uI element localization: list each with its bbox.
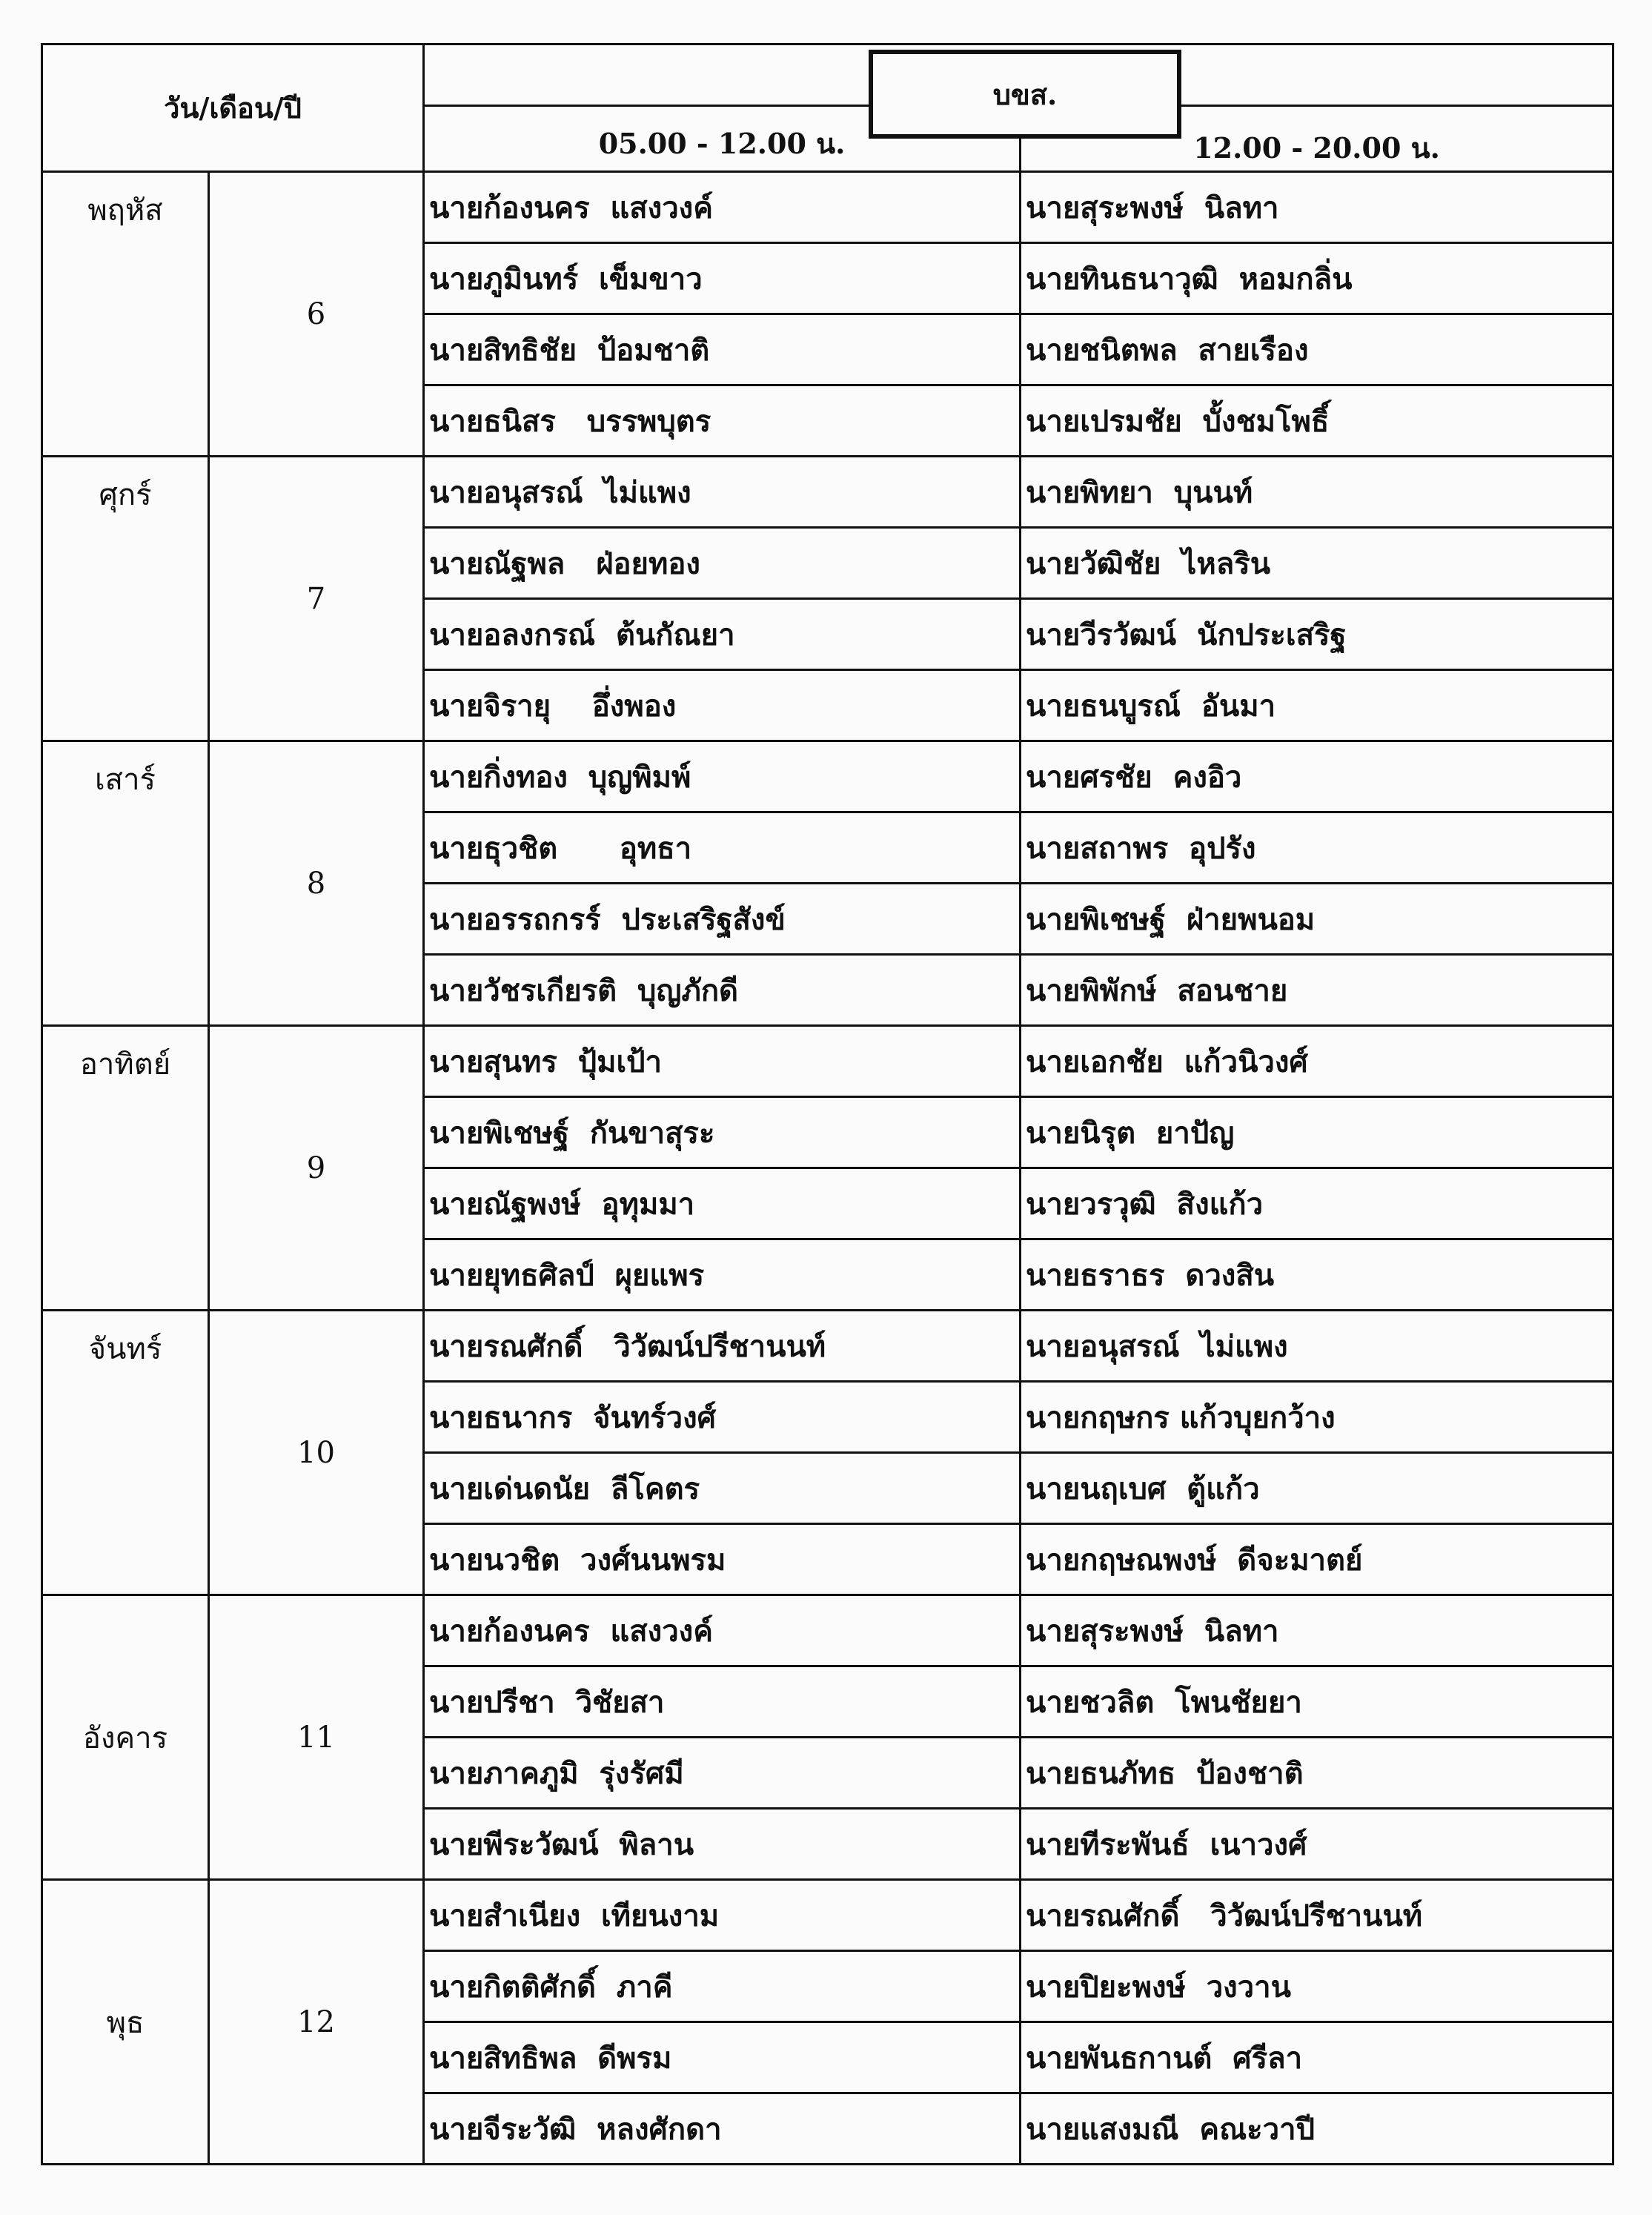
shift2-staff-name: นายสุระพงษ์ นิลทา [1021,1595,1613,1666]
day-name: ศุกร์ [42,457,209,741]
date-number: 6 [209,172,424,457]
shift2-staff-name: นายศรชัย คงอิว [1021,741,1613,812]
shift1-staff-name: นายกิตติศักดิ์ ภาคี [424,1951,1021,2022]
shift2-staff-name: นายวีรวัฒน์ นักประเสริฐ [1021,599,1613,670]
table-row [42,1880,1613,1951]
shift2-staff-name: นายพันธกานต์ ศรีลา [1021,2022,1613,2093]
shift1-staff-name: นายอลงกรณ์ ต้นกัณยา [424,599,1021,670]
group-label-box: บขส. [869,50,1181,139]
shift2-staff-name: นายนฤเบศ ตู้แก้ว [1021,1453,1613,1524]
day-name: อาทิตย์ [42,1026,209,1311]
shift1-staff-name: นายณัฐพล ฝ่อยทอง [424,528,1021,599]
shift2-staff-name: นายรณศักดิ์ วิวัฒน์ปรีชานนท์ [1021,1880,1613,1951]
shift1-staff-name: นายวัชรเกียรติ บุญภักดี [424,955,1021,1026]
shift2-header: 12.00 - 20.00 น. [1021,106,1613,172]
shift1-staff-name: นายรณศักดิ์ วิวัฒน์ปรีชานนท์ [424,1311,1021,1382]
shift2-staff-name: นายธนภัทธ ป้องชาติ [1021,1738,1613,1809]
shift2-staff-name: นายธนบูรณ์ อันมา [1021,670,1613,741]
shift2-staff-name: นายธราธร ดวงสิน [1021,1239,1613,1311]
shift1-staff-name: นายกิ่งทอง บุญพิมพ์ [424,741,1021,812]
shift1-staff-name: นายอนุสรณ์ ไม่แพง [424,457,1021,528]
shift2-staff-name: นายแสงมณี คณะวาปี [1021,2093,1613,2165]
shift1-staff-name: นายสิทธิชัย ป้อมชาติ [424,314,1021,385]
table-row [42,1311,1613,1382]
shift2-staff-name: นายพิเชษฐ์ ฝ่ายพนอม [1021,884,1613,955]
shift2-staff-name: นายทีระพันธ์ เนาวงศ์ [1021,1809,1613,1880]
date-number: 12 [209,1880,424,2165]
shift1-staff-name: นายภาคภูมิ รุ่งรัศมี [424,1738,1021,1809]
shift1-header: 05.00 - 12.00 น. [424,106,1021,172]
shift1-staff-name: นายธุวชิต อุทธา [424,812,1021,884]
table-row [42,1595,1613,1666]
day-name: จันทร์ [42,1311,209,1595]
shift2-staff-name: นายปิยะพงษ์ วงวาน [1021,1951,1613,2022]
shift2-staff-name: นายเอกชัย แก้วนิวงศ์ [1021,1026,1613,1097]
shift1-staff-name: นายสิทธิพล ดีพรม [424,2022,1021,2093]
shift1-staff-name: นายยุทธศิลป์ ผุยแพร [424,1239,1021,1311]
shift2-staff-name: นายอนุสรณ์ ไม่แพง [1021,1311,1613,1382]
shift2-staff-name: นายกฤษณพงษ์ ดีจะมาตย์ [1021,1524,1613,1595]
shift1-staff-name: นายนวชิต วงศ์นนพรม [424,1524,1021,1595]
shift2-staff-name: นายชวลิต โพนชัยยา [1021,1666,1613,1738]
table-row [42,741,1613,812]
shift1-staff-name: นายอรรถกรร์ ประเสริฐสังข์ [424,884,1021,955]
shift2-staff-name: นายกฤษกร แก้วบุยกว้าง [1021,1382,1613,1453]
shift2-staff-name: นายทินธนาวุฒิ หอมกลิ่น [1021,243,1613,314]
shift1-staff-name: นายภูมินทร์ เข็มขาว [424,243,1021,314]
shift1-staff-name: นายธนิสร บรรพบุตร [424,385,1021,457]
date-column-header: วัน/เดือน/ปี [42,44,424,172]
shift2-staff-name: นายวรวุฒิ สิงแก้ว [1021,1168,1613,1239]
shift2-staff-name: นายพิทยา บุนนท์ [1021,457,1613,528]
shift1-staff-name: นายจีระวัฒิ หลงศักดา [424,2093,1021,2165]
date-number: 10 [209,1311,424,1595]
shift1-staff-name: นายก้องนคร แสงวงค์ [424,1595,1021,1666]
shift2-staff-name: นายพิพักษ์ สอนชาย [1021,955,1613,1026]
day-name: เสาร์ [42,741,209,1026]
shift1-staff-name: นายเด่นดนัย ลีโคตร [424,1453,1021,1524]
shift2-staff-name: นายชนิตพล สายเรือง [1021,314,1613,385]
shift1-staff-name: นายพิเชษฐ์ กันขาสุระ [424,1097,1021,1168]
shift2-staff-name: นายวัฒิชัย ไหลริน [1021,528,1613,599]
date-number: 8 [209,741,424,1026]
shift2-staff-name: นายสถาพร อุปรัง [1021,812,1613,884]
shift1-staff-name: นายสุนทร ปุ้มเป้า [424,1026,1021,1097]
shift2-staff-name: นายสุระพงษ์ นิลทา [1021,172,1613,243]
day-name: พฤหัส [42,172,209,457]
shift1-staff-name: นายก้องนคร แสงวงค์ [424,172,1021,243]
shift1-staff-name: นายธนากร จันทร์วงศ์ [424,1382,1021,1453]
shift1-staff-name: นายพีระวัฒน์ พิลาน [424,1809,1021,1880]
shift2-staff-name: นายนิรุต ยาปัญ [1021,1097,1613,1168]
day-name: อังคาร [42,1595,209,1880]
table-row [42,457,1613,528]
duty-roster-table [41,43,1614,2165]
shift2-staff-name: นายเปรมชัย บั้งชมโพธิ์ [1021,385,1613,457]
shift1-staff-name: นายณัฐพงษ์ อุทุมมา [424,1168,1021,1239]
shift1-staff-name: นายจิรายุ อึ่งพอง [424,670,1021,741]
shift1-staff-name: นายปรีชา วิชัยสา [424,1666,1021,1738]
date-number: 7 [209,457,424,741]
shift1-staff-name: นายสำเนียง เทียนงาม [424,1880,1021,1951]
date-number: 11 [209,1595,424,1880]
table-row [42,1026,1613,1097]
day-name: พุธ [42,1880,209,2165]
table-row [42,172,1613,243]
date-number: 9 [209,1026,424,1311]
